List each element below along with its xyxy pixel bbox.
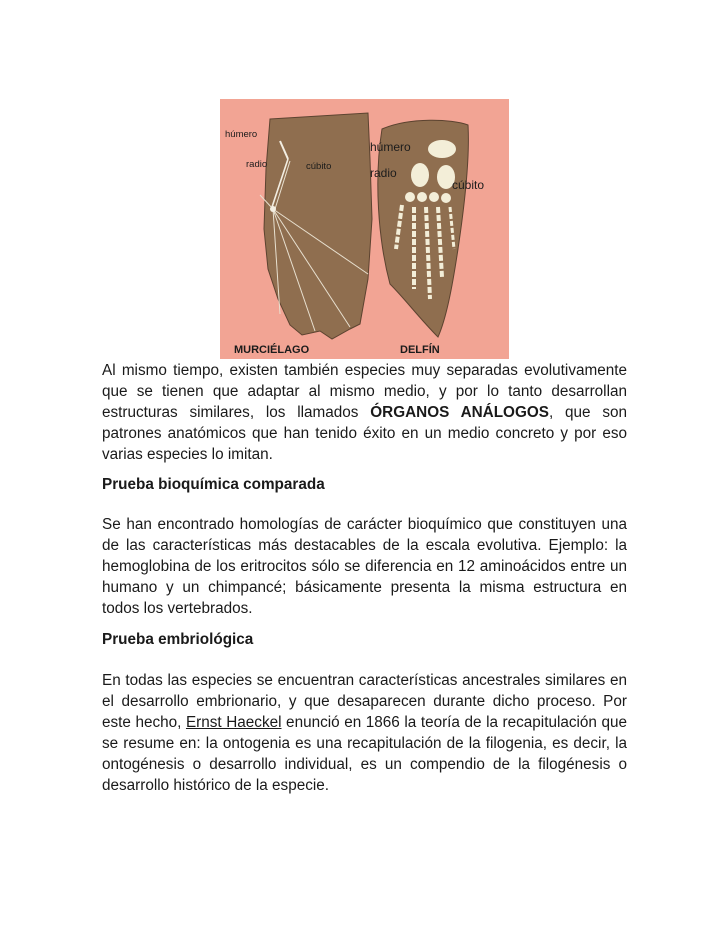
limb-comparison-figure (220, 99, 509, 359)
paragraph-embryological (102, 670, 627, 796)
dolphin-caption: DELFÍN (400, 344, 440, 356)
paragraph3-text-before: En todas las especies se encuentran características ancestrales similares en el desarrollo embrionario, y que desaparecen durante dicho proceso. Por este hecho, (102, 672, 627, 731)
paragraph-biochemical (102, 514, 627, 619)
heading-biochemical-evidence: Prueba bioquímica comparada (102, 476, 325, 493)
paragraph3-text-after: enunció en 1866 la teoría de la recapitulación que se resume en: la ontogenia es una recapitulación de la filogenia, es decir, la ontogénesis o desarrollo individual, es un compendio de la filogénesis o desarrollo histórico de la especie. (102, 714, 628, 794)
ernst-haeckel-link[interactable]: Ernst Haeckel (185, 714, 282, 731)
paragraph1-text-before: Al mismo tiempo, existen también especies muy separadas evolutivamente que se tienen que adaptar al mismo medio, y por lo tanto desarrollan estructuras similares, los llamados (102, 362, 627, 421)
paragraph-analogous-organs (102, 360, 627, 465)
heading-embryological-evidence: Prueba embriológica (102, 631, 254, 648)
paragraph2-text: Se han encontrado homologías de carácter bioquímico que constituyen una de las características más destacables de la escala evolutiva. Ejemplo: la hemoglobina de los eritrocitos sólo se diferencia en 12 aminoácidos entre un humano y un chimpancé; básicamente presenta la misma estructura en todos los vertebrados. (102, 516, 627, 617)
analogous-organs-term: ÓRGANOS ANÁLOGOS (370, 404, 549, 421)
bat-ulna-label: cúbito (306, 161, 332, 172)
paragraph1-text-after: , que son patrones anatómicos que han tenido éxito en un medio concreto y por eso varias especies lo imitan. (102, 404, 628, 463)
bat-humerus-label: húmero (225, 129, 258, 140)
dolphin-radius-label: radio (370, 166, 397, 180)
dolphin-ulna-label: cúbito (452, 178, 485, 192)
bat-radius-label: radio (246, 159, 268, 170)
dolphin-humerus-label: húmero (370, 140, 411, 154)
bat-wing-illustration (260, 113, 372, 339)
bat-caption: MURCIÉLAGO (234, 344, 310, 356)
